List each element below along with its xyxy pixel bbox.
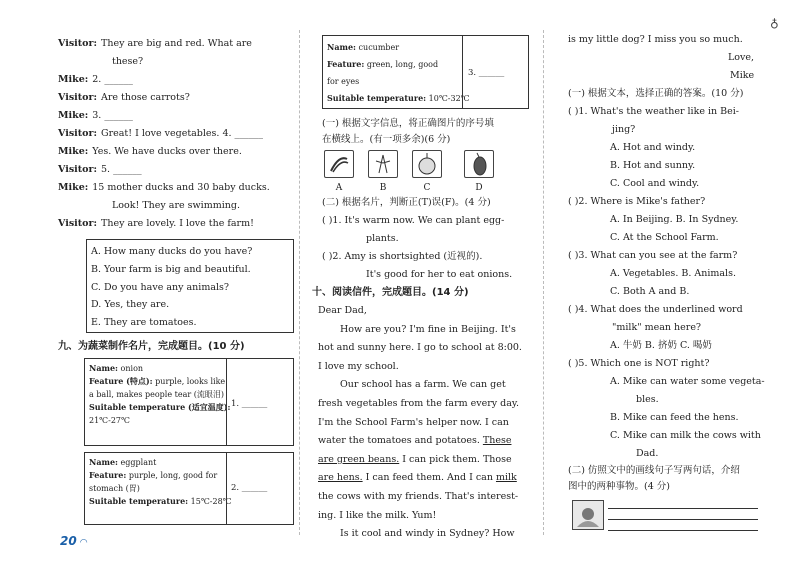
answer-option[interactable]: C. Cool and windy. (610, 178, 700, 189)
letter-line: are hens. I can feed them. And I can milk (318, 472, 517, 484)
question-stem[interactable]: ( )2. Where is Mike's father? (568, 196, 706, 207)
letter-line: hot and sunny here. I go to school at 8:00. (318, 342, 522, 354)
pic-label-d: D (475, 183, 483, 193)
card-field-label: Feature (特点): (89, 376, 153, 386)
options-box (86, 239, 294, 333)
answer-option[interactable]: A. Mike can water some vegeta- (610, 376, 765, 387)
dialog-text: 2. ______ (92, 74, 133, 85)
dialog-text: 15 mother ducks and 30 baby ducks. (92, 182, 270, 193)
dialog-text: Are those carrots? (101, 92, 190, 103)
onion-card-text (89, 362, 230, 427)
dialog-line (112, 200, 240, 212)
card-field-value: 15℃-28℃ (188, 497, 232, 506)
answer-option[interactable]: A. Vegetables. B. Animals. (610, 268, 736, 279)
letter-line: fresh vegetables from the farm every day. (318, 398, 520, 409)
option-item: D. Yes, they are. (91, 299, 170, 311)
card-field-value: purple, long, good for (126, 471, 218, 480)
answer-option[interactable]: A. 牛奶 B. 挤奶 C. 喝奶 (610, 340, 712, 351)
underlined-phrase: are hens. (318, 472, 363, 484)
q1-title-line2: 在横线上。(有一项多余)(6 分) (322, 134, 451, 145)
writing-line-2[interactable] (608, 519, 758, 520)
writing-line-1[interactable] (608, 508, 758, 509)
onion-card (84, 358, 294, 446)
cucumber-answer-blank[interactable]: 3. ______ (468, 68, 505, 78)
letter-line: water the tomatoes and potatoes. These (318, 435, 512, 447)
middle-column (312, 0, 540, 565)
card-field-label: Suitable temperature: (327, 93, 427, 103)
speaker-name: Mike: (58, 74, 89, 85)
card-field-value: green, long, good (364, 60, 439, 69)
letter-line: are green beans. I can pick them. Those (318, 453, 512, 465)
underlined-phrase: milk (495, 472, 517, 484)
letter-end-line: is my little dog? I miss you so much. (568, 34, 743, 45)
dialog-text: Great! I love vegetables. 4. ______ (101, 128, 264, 139)
dialog-text: 3. ______ (92, 110, 133, 121)
speaker-name: Mike: (58, 146, 89, 157)
card-field-label: Name: (89, 457, 119, 467)
card-field-value: eggplant (118, 458, 157, 467)
tf-2[interactable]: ( )2. Amy is shortsighted (近视的). (322, 251, 483, 262)
letter-line: How are you? I'm fine in Beijing. It's (340, 323, 516, 335)
writing-line-3[interactable] (608, 530, 758, 531)
eggplant-card-text (89, 456, 232, 508)
card-line: stomach (胃) (89, 484, 140, 493)
dialog-text: They are big and red. What are (101, 38, 252, 49)
dialog-line (58, 110, 133, 122)
dialog-line (58, 74, 133, 86)
speaker-name: Visitor: (58, 38, 98, 49)
answer-option[interactable]: B. Mike can feed the hens. (610, 412, 739, 423)
answer-option[interactable]: C. Mike can milk the cows with (610, 430, 761, 441)
card-field-label: Suitable temperature: (89, 496, 189, 506)
question-stem[interactable]: ( )1. What's the weather like in Bei- (568, 106, 740, 117)
dialog-line (58, 128, 263, 140)
card-line (89, 375, 230, 388)
writing-title-line1: (二) 仿照文中的画线句子写两句话，介绍 (568, 465, 740, 476)
page-divider-right (543, 30, 544, 535)
card-line: for eyes (327, 77, 360, 86)
speaker-name: Visitor: (58, 128, 98, 139)
card-line (327, 39, 470, 56)
card-field-value: cucumber (356, 43, 400, 52)
option-item: A. How many ducks do you have? (91, 246, 253, 257)
answer-option[interactable]: bles. (636, 394, 659, 405)
letter-line: Dear Dad, (318, 305, 367, 316)
question-stem[interactable]: ( )3. What can you see at the farm? (568, 250, 738, 261)
onion-answer-blank[interactable]: 1. ______ (231, 399, 268, 409)
speaker-name: Mike: (58, 110, 89, 121)
card-line (327, 90, 470, 107)
writing-picture (572, 500, 604, 530)
letter-love: Love, (728, 52, 755, 63)
tf-1-cont: plants. (366, 233, 399, 244)
question-stem-cont: "milk" mean here? (612, 322, 702, 333)
answer-option[interactable]: A. Hot and windy. (610, 142, 696, 153)
page-number: 20 (60, 534, 77, 548)
eggplant-card (84, 452, 294, 525)
page-divider-left (299, 30, 300, 535)
dialog-text: They are lovely. I love the farm! (101, 218, 254, 229)
card-line (89, 401, 230, 414)
dialog-line (58, 218, 254, 230)
pic-label-c: C (423, 183, 431, 193)
cucumber-card-text (327, 39, 470, 107)
section-9-title: 九、为蔬菜制作名片，完成题目。(10 分) (58, 341, 245, 352)
letter-line: Is it cool and windy in Sydney? How (340, 528, 515, 540)
speaker-name: Visitor: (58, 164, 98, 175)
speaker-name: Mike: (58, 182, 89, 193)
writing-title-line2: 图中的两种事物。(4 分) (568, 481, 670, 492)
pic-label-b: B (379, 183, 387, 193)
letter-line: I'm the School Farm's helper now. I can (318, 416, 509, 428)
dialog-line (112, 56, 143, 68)
bean-picture (324, 150, 354, 193)
dialog-line (58, 92, 190, 104)
option-item: E. They are tomatoes. (91, 317, 197, 329)
card-field-label: Feature: (89, 470, 127, 480)
answer-option[interactable]: B. Hot and sunny. (610, 160, 696, 171)
letter-signature: Mike (730, 70, 755, 81)
section-10-title: 十、阅读信件，完成题目。(14 分) (312, 287, 469, 298)
vegetable-picture (368, 150, 398, 193)
question-stem[interactable]: ( )4. What does the underlined word (568, 304, 743, 315)
dialog-line (58, 38, 252, 50)
speaker-name: Visitor: (58, 218, 98, 229)
card-line (89, 456, 232, 469)
card-field-label: Name: (327, 42, 357, 52)
dialog-text: Look! They are swimming. (112, 200, 240, 211)
card-field-value: 10℃-32℃ (426, 94, 470, 103)
card-field-label: Suitable temperature (适宜温度): (89, 402, 231, 412)
dialog-line (58, 164, 142, 176)
right-column (566, 0, 766, 565)
dialog-text: 5. ______ (101, 164, 142, 175)
card-field-value: purple, looks like (152, 377, 226, 386)
card-line (327, 56, 470, 73)
left-column (52, 0, 302, 565)
page-number-badge (60, 534, 88, 548)
onion-picture (412, 150, 442, 193)
tf-2-cont: It's good for her to eat onions. (366, 269, 513, 280)
letter-line: the cows with my friends. That's interest- (318, 491, 519, 502)
letter-line: I love my school. (318, 360, 399, 372)
tf-1[interactable]: ( )1. It's warm now. We can plant egg- (322, 215, 505, 226)
letter-line: Our school has a farm. We can get (340, 379, 506, 391)
reading-q-title: (一) 根据文本，选择正确的答案。(10 分) (568, 88, 744, 99)
card-line: 21℃-27℃ (89, 416, 130, 425)
pic-label-a: A (335, 183, 343, 193)
eggplant-picture (464, 150, 494, 193)
answer-option[interactable]: A. In Beijing. B. In Sydney. (610, 214, 739, 225)
dialog-line (58, 182, 270, 194)
answer-option[interactable]: C. At the School Farm. (610, 232, 719, 243)
speaker-name: Visitor: (58, 92, 98, 103)
answer-option[interactable]: C. Both A and B. (610, 286, 690, 297)
card-line (89, 469, 232, 482)
answer-option[interactable]: Dad. (636, 448, 659, 459)
card-field-value: onion (118, 364, 144, 373)
q1-title-line1: (一) 根据文字信息，将正确图片的序号填 (322, 118, 494, 129)
question-stem-cont: jing? (612, 124, 636, 135)
card-field-label: Feature: (327, 59, 365, 69)
card-line: a ball, makes people tear (流眼泪) (89, 390, 224, 399)
card-line (89, 362, 230, 375)
question-stem[interactable]: ( )5. Which one is NOT right? (568, 358, 710, 369)
wave-icon: ◠ (79, 538, 88, 548)
dialog-line (58, 146, 242, 158)
eggplant-answer-blank[interactable]: 2. ______ (231, 483, 268, 493)
card-field-label: Name: (89, 363, 119, 373)
underlined-phrase: These (482, 435, 512, 447)
q2-title: (二) 根据名片，判断正(T)误(F)。(4 分) (322, 197, 491, 208)
clip-icon: ♁ (770, 16, 779, 30)
option-item: B. Your farm is big and beautiful. (91, 263, 251, 275)
dialog-text: Yes. We have ducks over there. (92, 146, 242, 157)
dialog-text: these? (112, 56, 144, 67)
cucumber-card (322, 35, 529, 109)
card-line (89, 495, 232, 508)
option-item: C. Do you have any animals? (91, 281, 230, 293)
letter-line: ing. I like the milk. Yum! (318, 509, 437, 521)
underlined-phrase: are green beans. (318, 453, 400, 465)
